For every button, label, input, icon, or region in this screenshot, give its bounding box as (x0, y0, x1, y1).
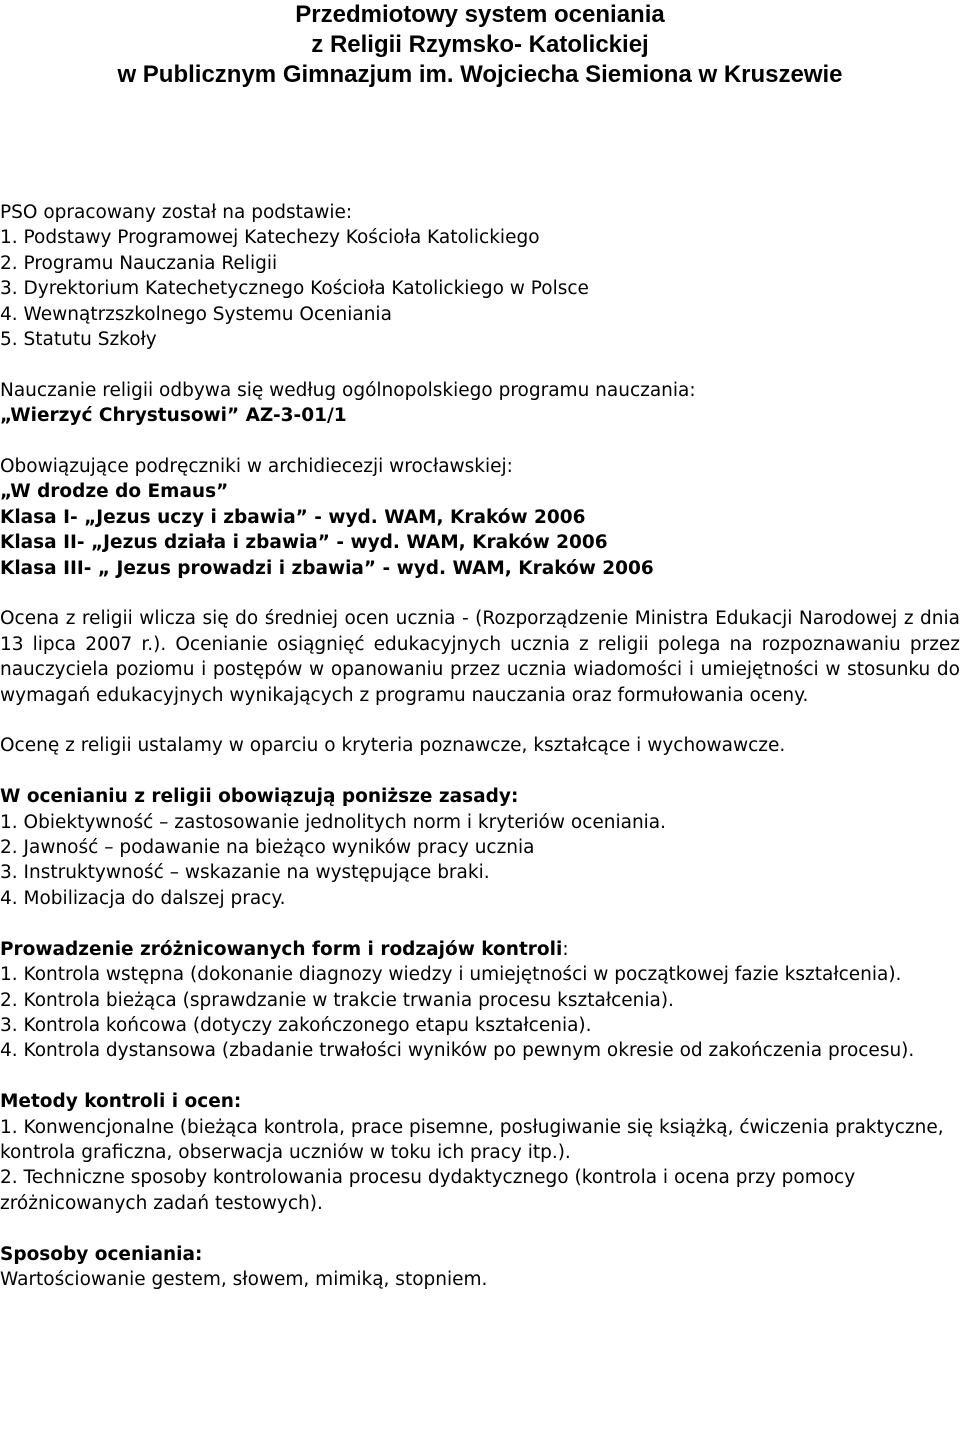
basis-intro: PSO opracowany został na podstawie: (0, 202, 353, 223)
methods-line: zróżnicowanych zadań testowych). (0, 1192, 323, 1214)
principle-item: 3. Instruktywność – wskazanie na występujące braki. (0, 862, 490, 884)
title-line-2: z Religii Rzymsko- Katolickiej (311, 31, 649, 58)
textbooks-intro: Obowiązujące podręczniki w archidiecezji wrocławskiej: (0, 456, 513, 478)
principle-item: 2. Jawność – podawanie na bieżąco wyników pracy ucznia (0, 837, 535, 859)
spacer (0, 759, 960, 784)
control-item: 2. Kontrola bieżąca (sprawdzanie w trakcie trwania procesu kształcenia). (0, 989, 674, 1011)
methods-line: kontrola graficzna, obserwacja uczniów w toku ich pracy itp.). (0, 1141, 571, 1163)
principle-item: 1. Obiektywność – zastosowanie jednolitych norm i kryteriów oceniania. (0, 811, 667, 833)
methods-line: 2. Techniczne sposoby kontrolowania procesu dydaktycznego (kontrola i ocena przy pomocy (0, 1167, 856, 1189)
grading-paragraph: Ocena z religii wlicza się do średniej ocen ucznia - (Rozporządzenie Ministra Edukacji Narodowej z dnia 13 lipca 2007 r.). Ocenianie osiągnięć edukacyjnych ucznia z religii polega na rozpoznawaniu przez nauczyciela poziomu i postępów w opanowaniu przez ucznia wiadomości i umiejętności w stosunku do wymagań edukacyjnych wynikających z programu nauczania oraz formułowania oceny. (0, 608, 960, 706)
basis-item: 1. Podstawy Programowej Katechezy Kościoła Katolickiego (0, 227, 540, 249)
principles-section (0, 784, 960, 911)
spacer (0, 1216, 960, 1241)
basis-item: 5. Statutu Szkoły (0, 329, 157, 351)
program-section (0, 378, 960, 429)
assessment-heading: Sposoby oceniania: (0, 1243, 203, 1265)
basis-section (0, 200, 960, 352)
methods-line: 1. Konwencjonalne (bieżąca kontrola, prace pisemne, posługiwanie się książką, ćwiczenia praktyczne, (0, 1116, 944, 1138)
spacer (0, 911, 960, 936)
control-section (0, 937, 960, 1064)
program-name: „Wierzyć Chrystusowi” AZ-3-01/1 (0, 405, 347, 427)
textbook-item: Klasa I- „Jezus uczy i zbawia” - wyd. WAM, Kraków 2006 (0, 506, 586, 528)
control-heading-colon: : (562, 938, 569, 960)
spacer (0, 352, 960, 377)
spacer (0, 581, 960, 606)
spacer (0, 1064, 960, 1089)
control-item: 4. Kontrola dystansowa (zbadanie trwałości wyników po pewnym okresie od zakończenia procesu). (0, 1040, 915, 1062)
criteria-sentence: Ocenę z religii ustalamy w oparciu o kryteria poznawcze, kształcące i wychowawcze. (0, 735, 786, 757)
control-item: 3. Kontrola końcowa (dotyczy zakończonego etapu kształcenia). (0, 1014, 592, 1036)
textbook-item: Klasa III- „ Jezus prowadzi i zbawia” - wyd. WAM, Kraków 2006 (0, 557, 654, 579)
assessment-section (0, 1242, 960, 1293)
program-intro: Nauczanie religii odbywa się według ogólnopolskiego programu nauczania: (0, 379, 696, 401)
title-line-1: Przedmiotowy system oceniania (295, 1, 665, 28)
document-body (0, 200, 960, 1292)
principle-item: 4. Mobilizacja do dalszej pracy. (0, 887, 286, 909)
methods-section (0, 1089, 960, 1216)
control-heading-line (0, 937, 960, 962)
document-title (0, 0, 960, 90)
title-line-3: w Publicznym Gimnazjum im. Wojciecha Siemiona w Kruszewie (117, 61, 843, 88)
basis-item: 4. Wewnątrzszkolnego Systemu Oceniania (0, 303, 392, 325)
spacer (0, 708, 960, 733)
principles-heading: W ocenianiu z religii obowiązują poniższe zasady: (0, 786, 519, 808)
textbooks-section (0, 454, 960, 581)
basis-item: 2. Programu Nauczania Religii (0, 252, 278, 274)
methods-heading: Metody kontroli i ocen: (0, 1091, 242, 1113)
control-heading: Prowadzenie zróżnicowanych form i rodzajów kontroli (0, 938, 563, 960)
textbook-item: Klasa II- „Jezus działa i zbawia” - wyd. WAM, Kraków 2006 (0, 532, 608, 554)
control-item: 1. Kontrola wstępna (dokonanie diagnozy wiedzy i umiejętności w początkowej fazie kształcenia). (0, 964, 902, 986)
textbook-series: „W drodze do Emaus” (0, 481, 229, 503)
assessment-text: Wartościowanie gestem, słowem, mimiką, stopniem. (0, 1268, 488, 1290)
basis-item: 3. Dyrektorium Katechetycznego Kościoła Katolickiego w Polsce (0, 278, 589, 300)
spacer (0, 429, 960, 454)
